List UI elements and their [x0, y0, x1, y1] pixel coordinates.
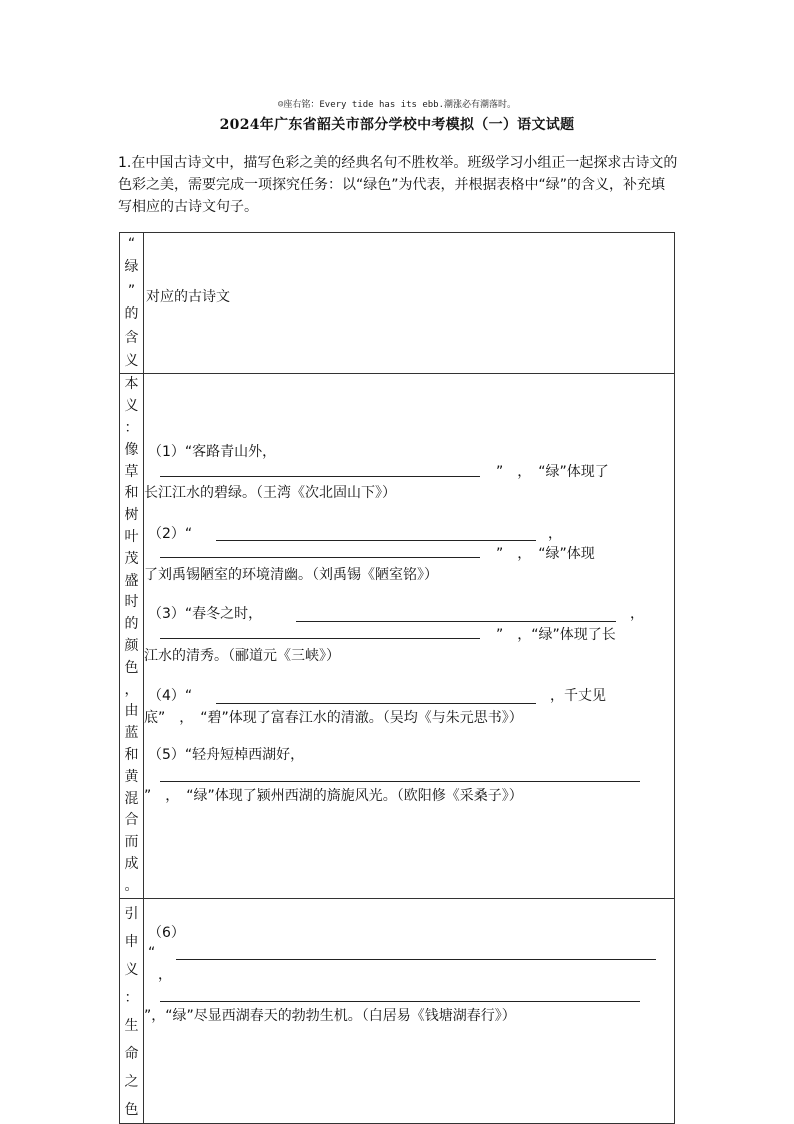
- header-meaning-char: 义: [124, 353, 139, 370]
- literal-meaning-char: 和: [124, 485, 139, 502]
- item5-start: （5）“轻舟短棹西湖好，: [148, 747, 305, 764]
- item2-comma: ，: [548, 526, 562, 543]
- header-poem-label: 对应的古诗文: [146, 289, 230, 305]
- item1-tail: ” ， “绿”体现了: [496, 464, 609, 481]
- item3-tail: ” ，“绿”体现了长: [496, 627, 616, 644]
- header-poem-cell: [144, 233, 675, 374]
- literal-meaning-char: 合: [124, 812, 139, 829]
- extended-meaning-char: 之: [124, 1073, 139, 1090]
- extended-meaning-char: 命: [124, 1045, 139, 1062]
- literal-meaning-char: ，: [124, 681, 139, 698]
- page-title: 2024年广东省韶关市部分学校中考模拟（一）语文试题: [219, 117, 575, 133]
- extended-poems-cell: [144, 898, 675, 1123]
- extended-meaning-cell: [120, 898, 144, 1123]
- extended-meaning-char: 义: [124, 961, 139, 978]
- item6-start: （6）: [148, 924, 185, 941]
- literal-meaning-char: 蓝: [124, 725, 139, 742]
- header-meaning-char: 含: [124, 329, 139, 346]
- item5-tail: ” ， “绿”体现了颍州西湖的旖旎风光。（欧阳修《采桑子》）: [144, 788, 523, 805]
- item3-blank-1[interactable]: [296, 621, 616, 622]
- item6-comma: ，: [158, 966, 172, 983]
- header-meaning-char: ”: [127, 282, 136, 299]
- item1-note: 长江江水的碧绿。（王湾《次北固山下》）: [144, 485, 396, 502]
- literal-meaning-char: 和: [124, 746, 139, 763]
- item2-start: （2）“: [148, 526, 193, 543]
- extended-meaning-char: 引: [124, 905, 139, 922]
- item6-tail: ”，“绿”尽显西湖春天的勃勃生机。（白居易《钱塘湖春行》）: [144, 1007, 516, 1024]
- watermark-motto: ☺座右铭：Every tide has its ebb.潮涨必有潮落时。: [277, 100, 517, 110]
- literal-meaning-char: 像: [124, 441, 139, 458]
- literal-meaning-char: 而: [124, 834, 139, 851]
- literal-meaning-char: 成: [124, 855, 139, 872]
- item2-tail: ” ， “绿”体现: [496, 546, 595, 563]
- question-prompt: 1.在中国古诗文中，描写色彩之美的经典名句不胜枚举。班级学习小组正一起探求古诗文的色彩之美，需要完成一项探究任务：以“绿色”为代表，并根据表格中“绿”的含义，补充填写相应的古诗文句子。: [118, 155, 678, 215]
- extended-meaning-char: 色: [124, 1101, 139, 1118]
- extended-meaning-char: 申: [124, 933, 139, 950]
- item1-blank[interactable]: [160, 476, 480, 477]
- literal-meaning-char: 树: [124, 507, 139, 524]
- literal-meaning-char: 色: [124, 659, 139, 676]
- item2-blank-1[interactable]: [216, 540, 536, 541]
- literal-meaning-char: 草: [124, 463, 139, 480]
- answer-table: [119, 232, 675, 1124]
- item2-note: 了刘禹锡陋室的环境清幽。（刘禹锡《陋室铭》）: [144, 567, 438, 584]
- item4-start: （4）“: [148, 688, 193, 705]
- item4-tail: ，千丈见: [550, 688, 606, 705]
- literal-meaning-char: 的: [124, 616, 139, 633]
- literal-meaning-char: 混: [124, 790, 139, 807]
- header-meaning-char: 的: [124, 306, 139, 323]
- item4-note: 底” ， “碧”体现了富春江水的清澈。（吴均《与朱元思书》）: [144, 710, 523, 727]
- header-meaning-char: “: [127, 236, 136, 252]
- literal-meaning-char: 时: [124, 594, 139, 611]
- item3-blank-2[interactable]: [160, 638, 480, 639]
- literal-poems-cell: [144, 374, 675, 898]
- item4-blank[interactable]: [216, 703, 536, 704]
- literal-meaning-char: 。: [124, 877, 139, 894]
- item3-comma: ，: [630, 606, 644, 623]
- item5-blank[interactable]: [160, 781, 640, 782]
- literal-meaning-char: 义: [124, 398, 139, 415]
- header-meaning-char: 绿: [124, 259, 139, 276]
- literal-meaning-char: ：: [124, 420, 139, 437]
- item3-note: 江水的清秀。（郦道元《三峡》）: [144, 648, 340, 665]
- literal-meaning-cell: [120, 374, 144, 898]
- item6-blank-1[interactable]: [176, 959, 656, 960]
- extended-meaning-char: ：: [124, 989, 139, 1006]
- item6-blank-2[interactable]: [160, 1001, 640, 1002]
- item3-start: （3）“春冬之时，: [148, 606, 263, 623]
- item1-start: （1）“客路青山外，: [148, 444, 277, 461]
- literal-meaning-char: 颜: [124, 638, 139, 654]
- literal-meaning-char: 茂: [124, 550, 139, 567]
- item6-open-quote: “: [148, 944, 156, 961]
- item2-blank-2[interactable]: [160, 557, 480, 558]
- literal-meaning-char: 盛: [124, 572, 139, 589]
- extended-meaning-char: 生: [124, 1017, 139, 1034]
- header-meaning-cell: [120, 233, 144, 374]
- literal-meaning-char: 黄: [124, 768, 139, 785]
- literal-meaning-char: 由: [124, 703, 139, 720]
- literal-meaning-char: 叶: [124, 529, 139, 546]
- literal-meaning-char: 本: [124, 376, 139, 393]
